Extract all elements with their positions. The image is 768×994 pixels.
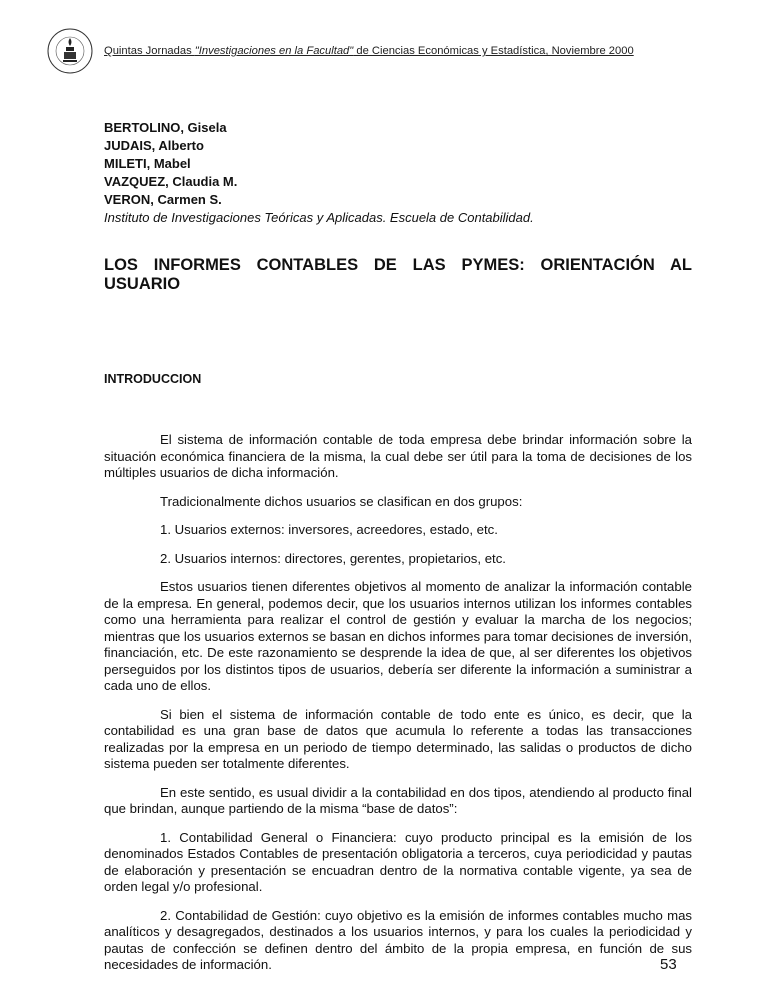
section-heading: INTRODUCCION xyxy=(104,372,202,386)
author: BERTOLINO, Gisela xyxy=(104,120,227,135)
paragraph: En este sentido, es usual dividir a la contabilidad en dos tipos, atendiendo al producto final que brindan, aunque partiendo de la misma “base de datos”: xyxy=(104,784,692,816)
university-seal-logo xyxy=(47,28,93,74)
title-line-2: USUARIO xyxy=(104,275,181,293)
author-block xyxy=(104,119,692,227)
affiliation: Instituto de Investigaciones Teóricas y Aplicadas. Escuela de Contabilidad. xyxy=(104,210,534,225)
running-header xyxy=(104,45,698,57)
paragraph: Tradicionalmente dichos usuarios se clasifican en dos grupos: xyxy=(160,493,523,509)
paper-title xyxy=(104,256,692,294)
list-item: 2. Usuarios internos: directores, gerentes, propietarios, etc. xyxy=(160,550,506,566)
header-italic-title: "Investigaciones en la Facultad" xyxy=(194,45,354,57)
paragraph: Estos usuarios tienen diferentes objetivos al momento de analizar la información contable de la empresa. En general, podemos decir, que los usuarios internos utilizan los informes contables como una herramienta para realizar el control de gestión y evaluar la marcha de los negocios; mientras que los usuarios externos se basan en dichos informes para tomar decisiones de inversión, financiación, etc. De este razonamiento se desprende la idea de que, al ser diferentes los objetivos perseguidos por los distintos tipos de usuarios, debería ser diferente la información a suministrar a cada uno de ellos. xyxy=(104,579,692,693)
author: MILETI, Mabel xyxy=(104,156,191,171)
paragraph: El sistema de información contable de toda empresa debe brindar información sobre la situación económica financiera de la misma, la cual debe ser útil para la toma de decisiones de los múltiples usuarios de dicha información. xyxy=(104,432,692,480)
page-number: 53 xyxy=(660,956,677,973)
header-text: Quintas Jornadas xyxy=(104,45,195,57)
paragraph: Si bien el sistema de información contable de todo ente es único, es decir, que la contabilidad es una gran base de datos que acumula lo referente a todas las transacciones realizadas por la empresa en un periodo de tiempo determinado, las salidas o productos de dicho sistema pueden ser totalmente diferentes. xyxy=(104,706,692,771)
list-item: 1. Contabilidad General o Financiera: cuyo producto principal es la emisión de los denominados Estados Contables de presentación obligatoria a terceros, cuya periodicidad y pautas de elaboración y presentación se encuadran dentro de la normativa contable vigente, ya sea de orden legal y/o profesional. xyxy=(104,829,692,894)
author: VERON, Carmen S. xyxy=(104,192,222,207)
author: JUDAIS, Alberto xyxy=(104,138,204,153)
list-item: 1. Usuarios externos: inversores, acreedores, estado, etc. xyxy=(160,522,498,537)
list-item: 2. Contabilidad de Gestión: cuyo objetivo es la emisión de informes contables mucho mas analíticos y desagregados, destinados a los usuarios internos, y para los cuales la periodicidad y pautas de confección se definen dentro del ámbito de la propia empresa, en función de sus necesidades de información. xyxy=(104,907,692,972)
author: VAZQUEZ, Claudia M. xyxy=(104,174,238,189)
title-line-1: LOS INFORMES CONTABLES DE LAS PYMES: ORIENTACIÓN AL xyxy=(104,256,692,274)
body-text xyxy=(104,432,692,986)
header-text-end: de Ciencias Económicas y Estadística, Noviembre 2000 xyxy=(353,45,634,57)
